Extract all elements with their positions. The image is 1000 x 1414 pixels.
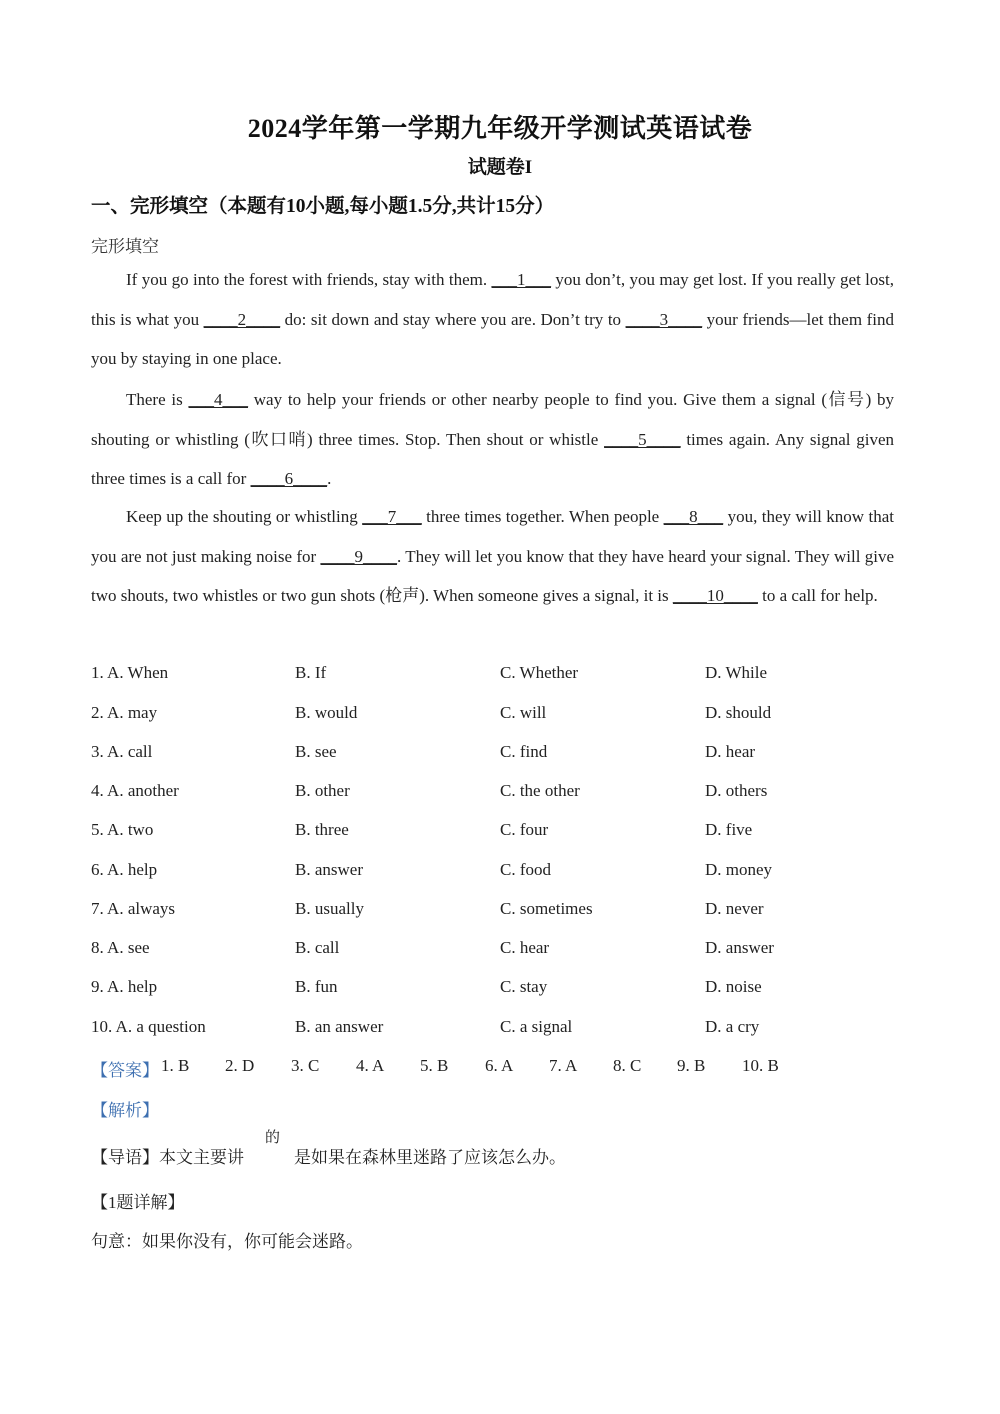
answer-item: 9. B — [677, 1056, 706, 1075]
answer-item: 8. C — [613, 1056, 642, 1075]
passage-label: 完形填空 — [91, 237, 159, 256]
option-b: B. call — [295, 938, 340, 957]
option-c: C. will — [500, 703, 547, 722]
option-a: 10. A. a question — [91, 1017, 206, 1036]
passage-paragraph-3: Keep up the shouting or whistling ___7___ three times together. When people ___8___ you, they will know that you are not just making noise for ____9____. They will let you know that they have heard your signal. They will give two shouts, two whistles or two gun shots (枪声). When someone gives a signal, it is ____10____ to a call for help. — [91, 507, 894, 605]
intro-line — [91, 1143, 566, 1168]
blank-2: ____2____ — [203, 309, 281, 329]
intro-label: 【导语】 — [91, 1148, 159, 1167]
option-d: D. others — [705, 781, 768, 800]
option-b: B. other — [295, 781, 350, 800]
analysis-label: 【解析】 — [91, 1101, 159, 1120]
option-c: C. Whether — [500, 663, 579, 682]
answer-item: 2. D — [225, 1056, 255, 1075]
option-a: 1. A. When — [91, 663, 169, 682]
blank-1: ___1___ — [491, 270, 551, 289]
blank-8: ___8___ — [663, 507, 724, 526]
option-a: 2. A. may — [91, 703, 158, 722]
option-c: C. hear — [500, 938, 550, 957]
option-c: C. find — [500, 742, 548, 761]
option-c: C. four — [500, 820, 549, 839]
option-b: B. answer — [295, 860, 363, 879]
option-b: B. see — [295, 742, 337, 761]
blank-4: ___4___ — [188, 390, 249, 409]
option-a: 6. A. help — [91, 860, 158, 879]
option-row-4 — [91, 781, 911, 805]
option-d: D. five — [705, 820, 753, 839]
blank-7: ___7___ — [362, 507, 422, 526]
option-row-5 — [91, 820, 911, 844]
option-row-2 — [91, 703, 911, 727]
blank-3: ____3____ — [625, 309, 703, 329]
option-d: D. money — [705, 860, 773, 879]
option-row-9 — [91, 977, 911, 1001]
answer-item: 4. A — [356, 1056, 385, 1075]
blank-6: ____6____ — [250, 469, 328, 488]
option-a: 9. A. help — [91, 977, 158, 996]
answer-label: 【答案】 — [91, 1061, 159, 1080]
option-a: 7. A. always — [91, 899, 176, 918]
answer-item: 5. B — [420, 1056, 449, 1075]
answer-item: 6. A — [485, 1056, 514, 1075]
option-row-3 — [91, 742, 911, 766]
option-b: B. three — [295, 820, 349, 839]
option-row-10 — [91, 1017, 911, 1041]
section-heading: 一、完形填空（本题有10小题,每小题1.5分,共计15分） — [91, 196, 555, 217]
blank-9: ____9____ — [320, 546, 397, 566]
option-c: C. sometimes — [500, 899, 593, 918]
option-d: D. answer — [705, 938, 774, 957]
option-d: D. should — [705, 703, 772, 722]
q1-meaning: 句意：如果你没有，你可能会迷路。 — [91, 1232, 363, 1251]
option-b: B. If — [295, 663, 327, 682]
answer-item: 7. A — [549, 1056, 578, 1075]
option-b: B. usually — [295, 899, 364, 918]
page-subtitle: 试题卷I — [467, 157, 533, 178]
intro-text-2: 是如果在森林里迷路了应该怎么办。 — [294, 1148, 566, 1167]
option-a: 4. A. another — [91, 781, 179, 800]
option-b: B. an answer — [295, 1017, 384, 1036]
blank-10: ____10____ — [672, 586, 758, 605]
option-a: 8. A. see — [91, 938, 150, 957]
option-d: D. never — [705, 899, 764, 918]
option-a: 5. A. two — [91, 820, 154, 839]
passage-paragraph-2: There is ___4___ way to help your friends or other nearby people to find you. Give them a signal (信号) by shouting or whistling (吹口哨) three times. Stop. Then shout or whistle ____5____ times again. Any signal given three times is a call for ____6____. — [91, 390, 895, 488]
intro-text-1: 本文主要讲 — [159, 1148, 244, 1167]
blank-5: ____5____ — [604, 429, 681, 449]
passage-paragraph-1: If you go into the forest with friends, stay with them. ___1___ you don’t, you may get lost. If you really get lost, this is what you ____2____ do: sit down and stay where you are. Don’t try to ____3____ your friends—let them find you by staying in one place. — [91, 270, 894, 368]
page-title: 2024学年第一学期九年级开学测试英语试卷 — [247, 114, 753, 143]
option-c: C. the other — [500, 781, 580, 800]
option-row-7 — [91, 899, 911, 923]
answer-item: 3. C — [291, 1056, 320, 1075]
option-c: C. stay — [500, 977, 548, 996]
option-a: 3. A. call — [91, 742, 153, 761]
option-d: D. hear — [705, 742, 756, 761]
answer-item: 10. B — [742, 1056, 779, 1075]
option-d: D. a cry — [705, 1017, 760, 1036]
option-c: C. food — [500, 860, 551, 879]
option-c: C. a signal — [500, 1017, 573, 1036]
option-row-1 — [91, 663, 911, 687]
intro-superscript: 的 — [265, 1130, 281, 1146]
option-row-8 — [91, 938, 911, 962]
option-d: D. noise — [705, 977, 762, 996]
option-row-6 — [91, 860, 911, 884]
option-b: B. fun — [295, 977, 338, 996]
answer-item: 1. B — [161, 1056, 190, 1075]
option-b: B. would — [295, 703, 358, 722]
option-d: D. While — [705, 663, 768, 682]
q1-detail-label: 【1题详解】 — [91, 1193, 185, 1212]
